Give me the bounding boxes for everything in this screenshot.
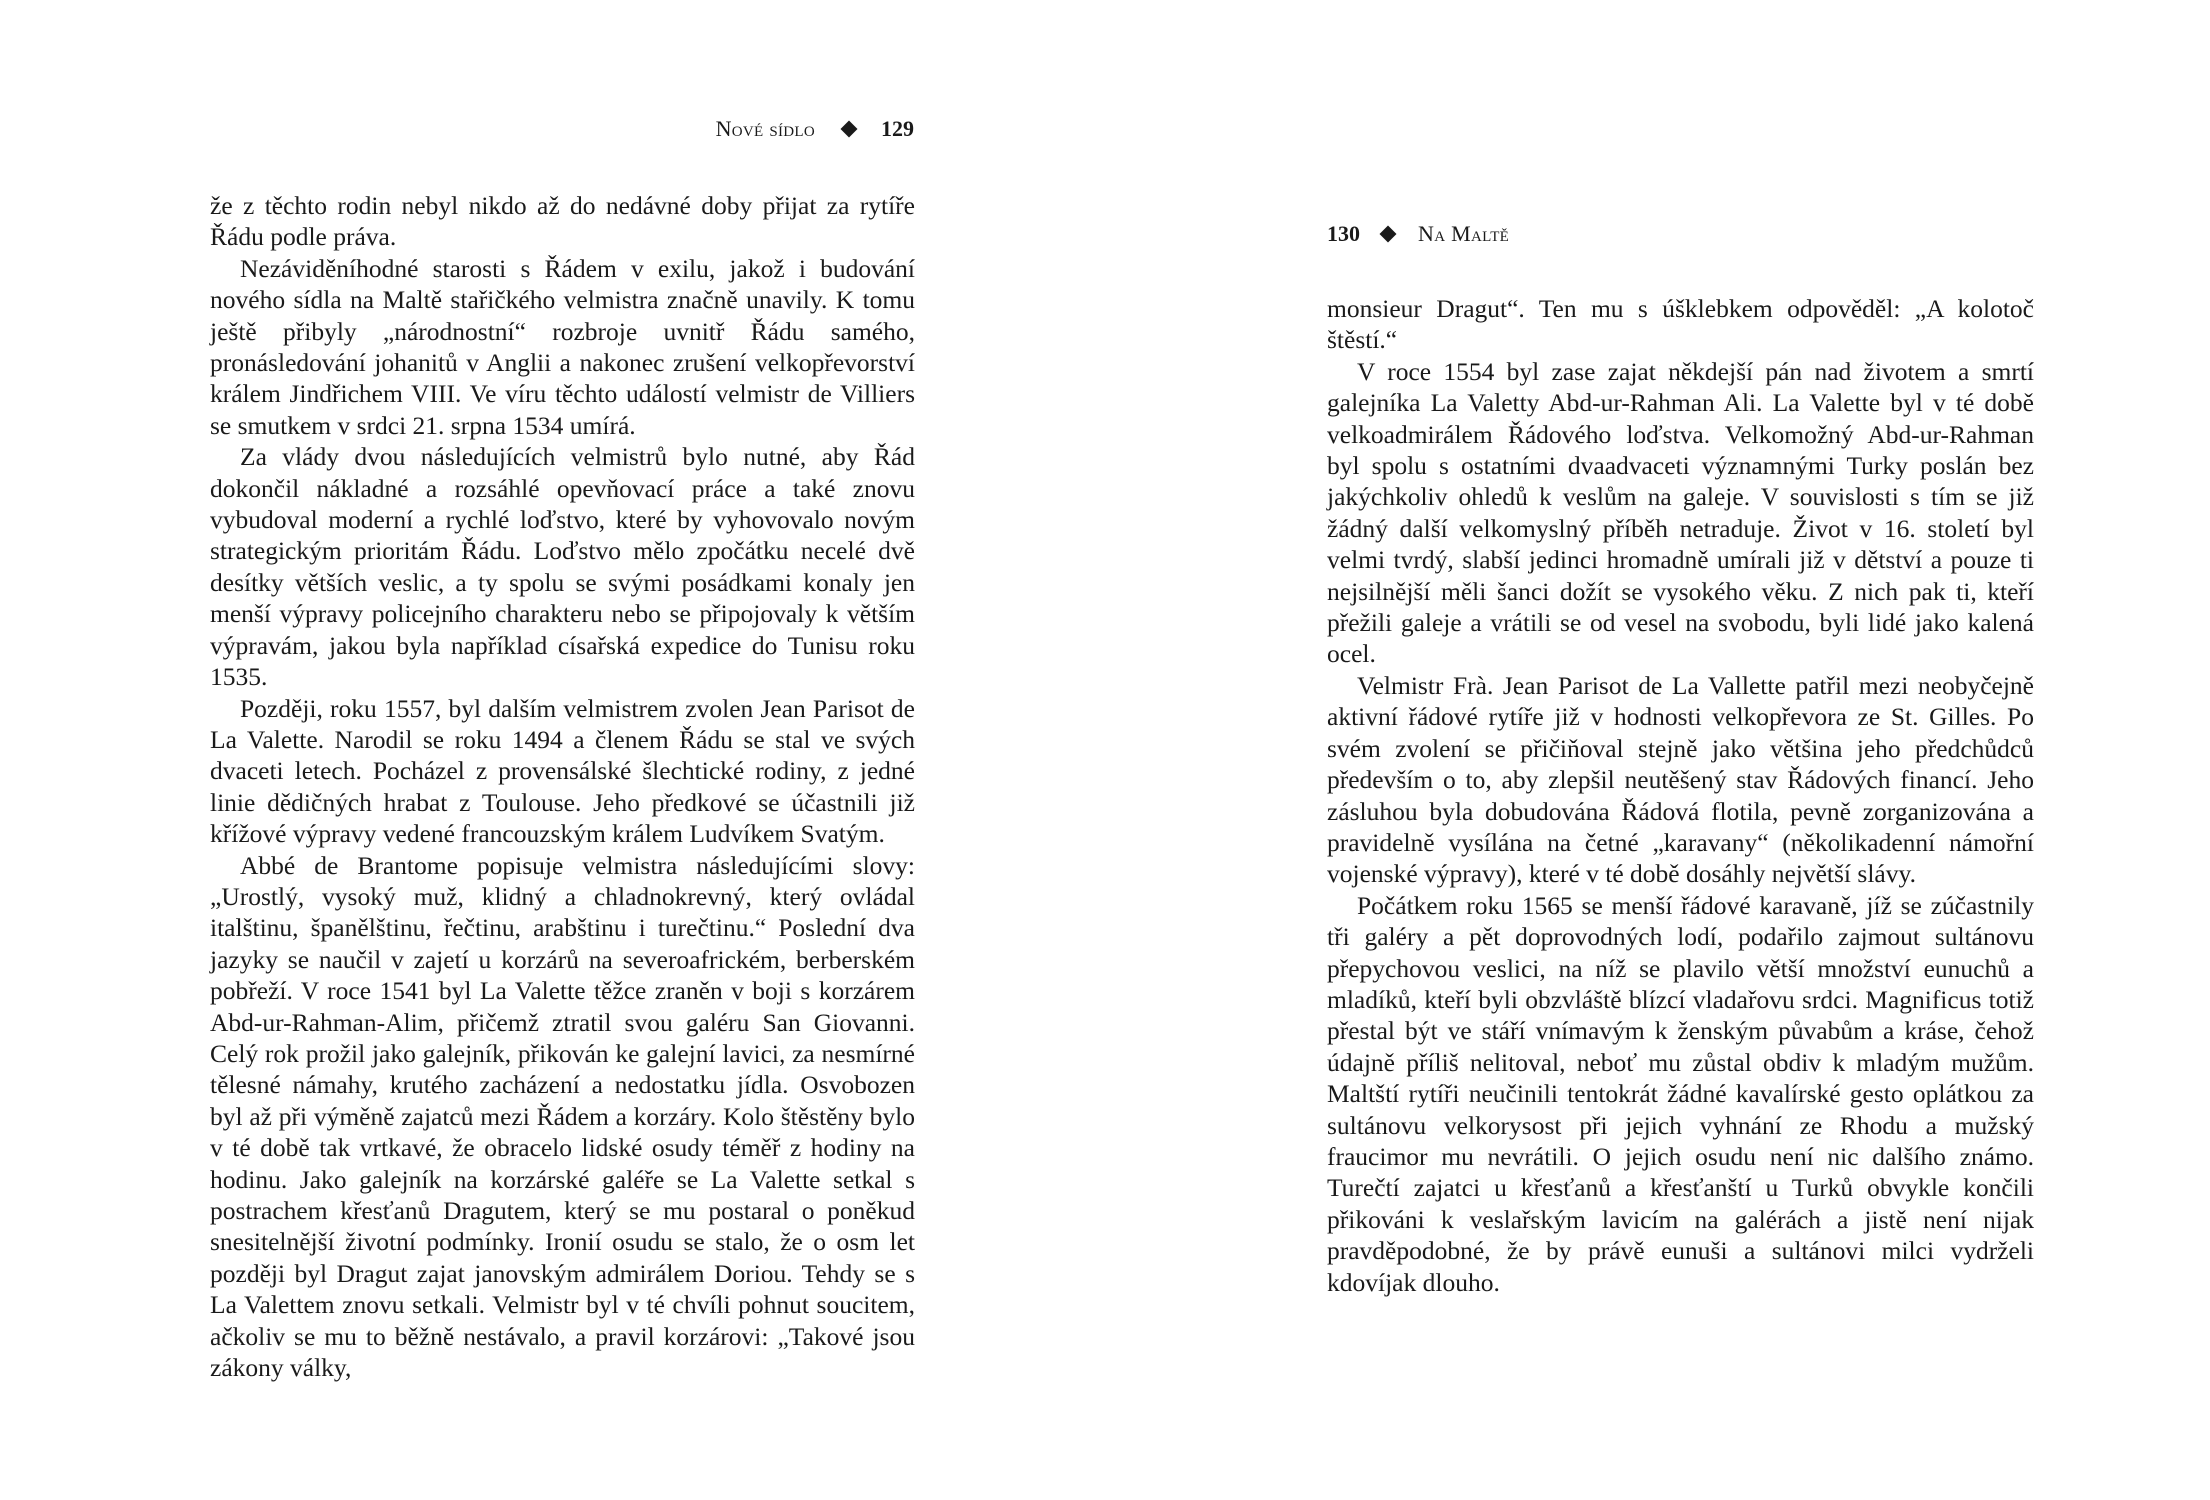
- running-header-right: [1327, 221, 1509, 247]
- paragraph: Velmistr Frà. Jean Parisot de La Vallette patřil mezi neobyčejně aktivní řádové rytíře již v hodnosti velkopřevora ze St. Gilles. Po svém zvolení se přičiňoval stejně jako většina jeho předchůdců především o to, aby zlepšil neutěšený stav Řádových financí. Jeho zásluhou byla dobudována Řádová flotila, pevně zorganizována a pravidelně vysílána na četné „karavany“ (několikadenní námořní vojenské výpravy), které v té době dosáhly největší slávy.: [1327, 670, 2034, 889]
- body-text-right: [1327, 293, 2034, 1298]
- paragraph: Za vlády dvou následujících velmistrů bylo nutné, aby Řád dokončil nákladné a rozsáhlé opevňovací práce a také znovu vybudoval moderní a rychlé loďstvo, které by vyhovovalo novým strategickým prioritám Řádu. Loďstvo mělo zpočátku necelé dvě desítky větších veslic, a ty spolu se svými posádkami konaly jen menší výpravy policejního charakteru nebo se připojovaly k větším výpravám, jakou byla například císařská expedice do Tunisu roku 1535.: [210, 442, 915, 692]
- paragraph: Nezáviděníhodné starosti s Řádem v exilu, jakož i budování nového sídla na Maltě stařičkého velmistra značně unavily. K tomu ještě přibyly „národnostní“ rozbroje uvnitř Řádu samého, pronásledování johanitů v Anglii a nakonec zrušení velkopřevorství králem Jindřichem VIII. Ve víru těchto událostí velmistr de Villiers se smutkem v srdci 21. srpna 1534 umírá.: [210, 253, 915, 440]
- running-title: Na Maltě: [1418, 221, 1510, 246]
- diamond-ornament-icon: [1380, 226, 1397, 243]
- paragraph: Abbé de Brantome popisuje velmistra následujícími slovy: „Urostlý, vysoký muž, klidný a chladnokrevný, který ovládal italštinu, španělštinu, řečtinu, arabštinu i turečtinu.“ Poslední dva jazyky se naučil v zajetí u korzárů na severoafrickém, berberském pobřeží. V roce 1541 byl La Valette těžce zraněn v boji s korzárem Abd-ur-Rahman-Alim, přičemž ztratil svou galéru San Giovanni. Celý rok prožil jako galejník, přikován ke galejní lavici, za nesmírné tělesné námahy, krutého zacházení a nedostatku jídla. Osvobozen byl až při výměně zajatců mezi Řádem a korzáry. Kolo štěstěny bylo v té době tak vrtkavé, že obracelo lidské osudy téměř z hodiny na hodinu. Jako galejník na korzárské galéře se La Valette setkal s postrachem křesťanů Dragutem, který se mu postaral o poněkud snesitelnější životní podmínky. Ironií osudu se stalo, že o osm let později byl Dragut zajat janovským admirálem Doriou. Tehdy se s La Valettem znovu setkali. Velmistr byl v té chvíli pohnut soucitem, ačkoliv se mu to běžně nestávalo, a pravil korzárovi: „Takové jsou zákony války,: [210, 850, 915, 1383]
- paragraph: Později, roku 1557, byl dalším velmistrem zvolen Jean Parisot de La Valette. Narodil se roku 1494 a členem Řádu se stal ve svých dvaceti letech. Pocházel z provensálské šlechtické rodiny, z jedné linie dědičných hrabat z Toulouse. Jeho předkové se účastnili již křížové výpravy vedené francouzským králem Ludvíkem Svatým.: [210, 693, 915, 849]
- paragraph: V roce 1554 byl zase zajat někdejší pán nad životem a smrtí galejníka La Valetty Abd-ur-Rahman Ali. La Valette byl v té době velkoadmirálem Řádového loďstva. Velkomožný Abd-ur-Rahman byl spolu s ostatními dvaadvaceti významnými Turky poslán bez jakýchkoliv ohledů k veslům na galeje. V souvislosti s tím se již žádný další velkomyslný příběh netraduje. Život v 16. století byl velmi tvrdý, slabší jedinci hromadně umírali již v dětství a pouze ti nejsilnější měli šanci dožít se vysokého věku. Z nich pak ti, kteří přežili galeje a vrátili se od vesel na svobodu, byli lidé jako kalená ocel.: [1327, 356, 2034, 669]
- body-text-left: [210, 190, 915, 1383]
- paragraph: Počátkem roku 1565 se menší řádové karavaně, jíž se zúčastnily tři galéry a pět doprovodných lodí, podařilo zajmout sultánovu přepychovou veslici, na níž se plavilo větší množství eunuchů a mladíků, kteří byli obzvláště blízcí vladařovu srdci. Magnificus totiž přestal být ve stáří vnímavým k ženským půvabům a kráse, čehož údajně příliš nelitoval, neboť mu zůstal obdiv k mladým mužům. Maltští rytíři neučinili tentokrát žádné kavalírské gesto oplátkou za sultánovu velkorysost při jejich vyhnání ze Rhodu a mužský fraucimor mu nevrátili. O jejich osudu není nic dalšího známo. Turečtí zajatci u křesťanů a křesťanští u Turků obvykle končili přikováni k veslařským lavicím na galérách a jistě není nijak pravděpodobné, že by právě eunuši a sultánovi milci vydrželi kdovíjak dlouho.: [1327, 890, 2034, 1297]
- page-number: 130: [1327, 221, 1360, 246]
- running-header-left: [716, 116, 914, 142]
- running-title: Nové sídlo: [715, 116, 815, 141]
- right-page: [1105, 0, 2210, 1500]
- paragraph: že z těchto rodin nebyl nikdo až do nedávné doby přijat za rytíře Řádu podle práva.: [210, 191, 915, 252]
- paragraph: monsieur Dragut“. Ten mu s úšklebkem odpověděl: „A kolotoč štěstí.“: [1327, 294, 2034, 355]
- diamond-ornament-icon: [841, 121, 858, 138]
- page-number: 129: [881, 116, 914, 141]
